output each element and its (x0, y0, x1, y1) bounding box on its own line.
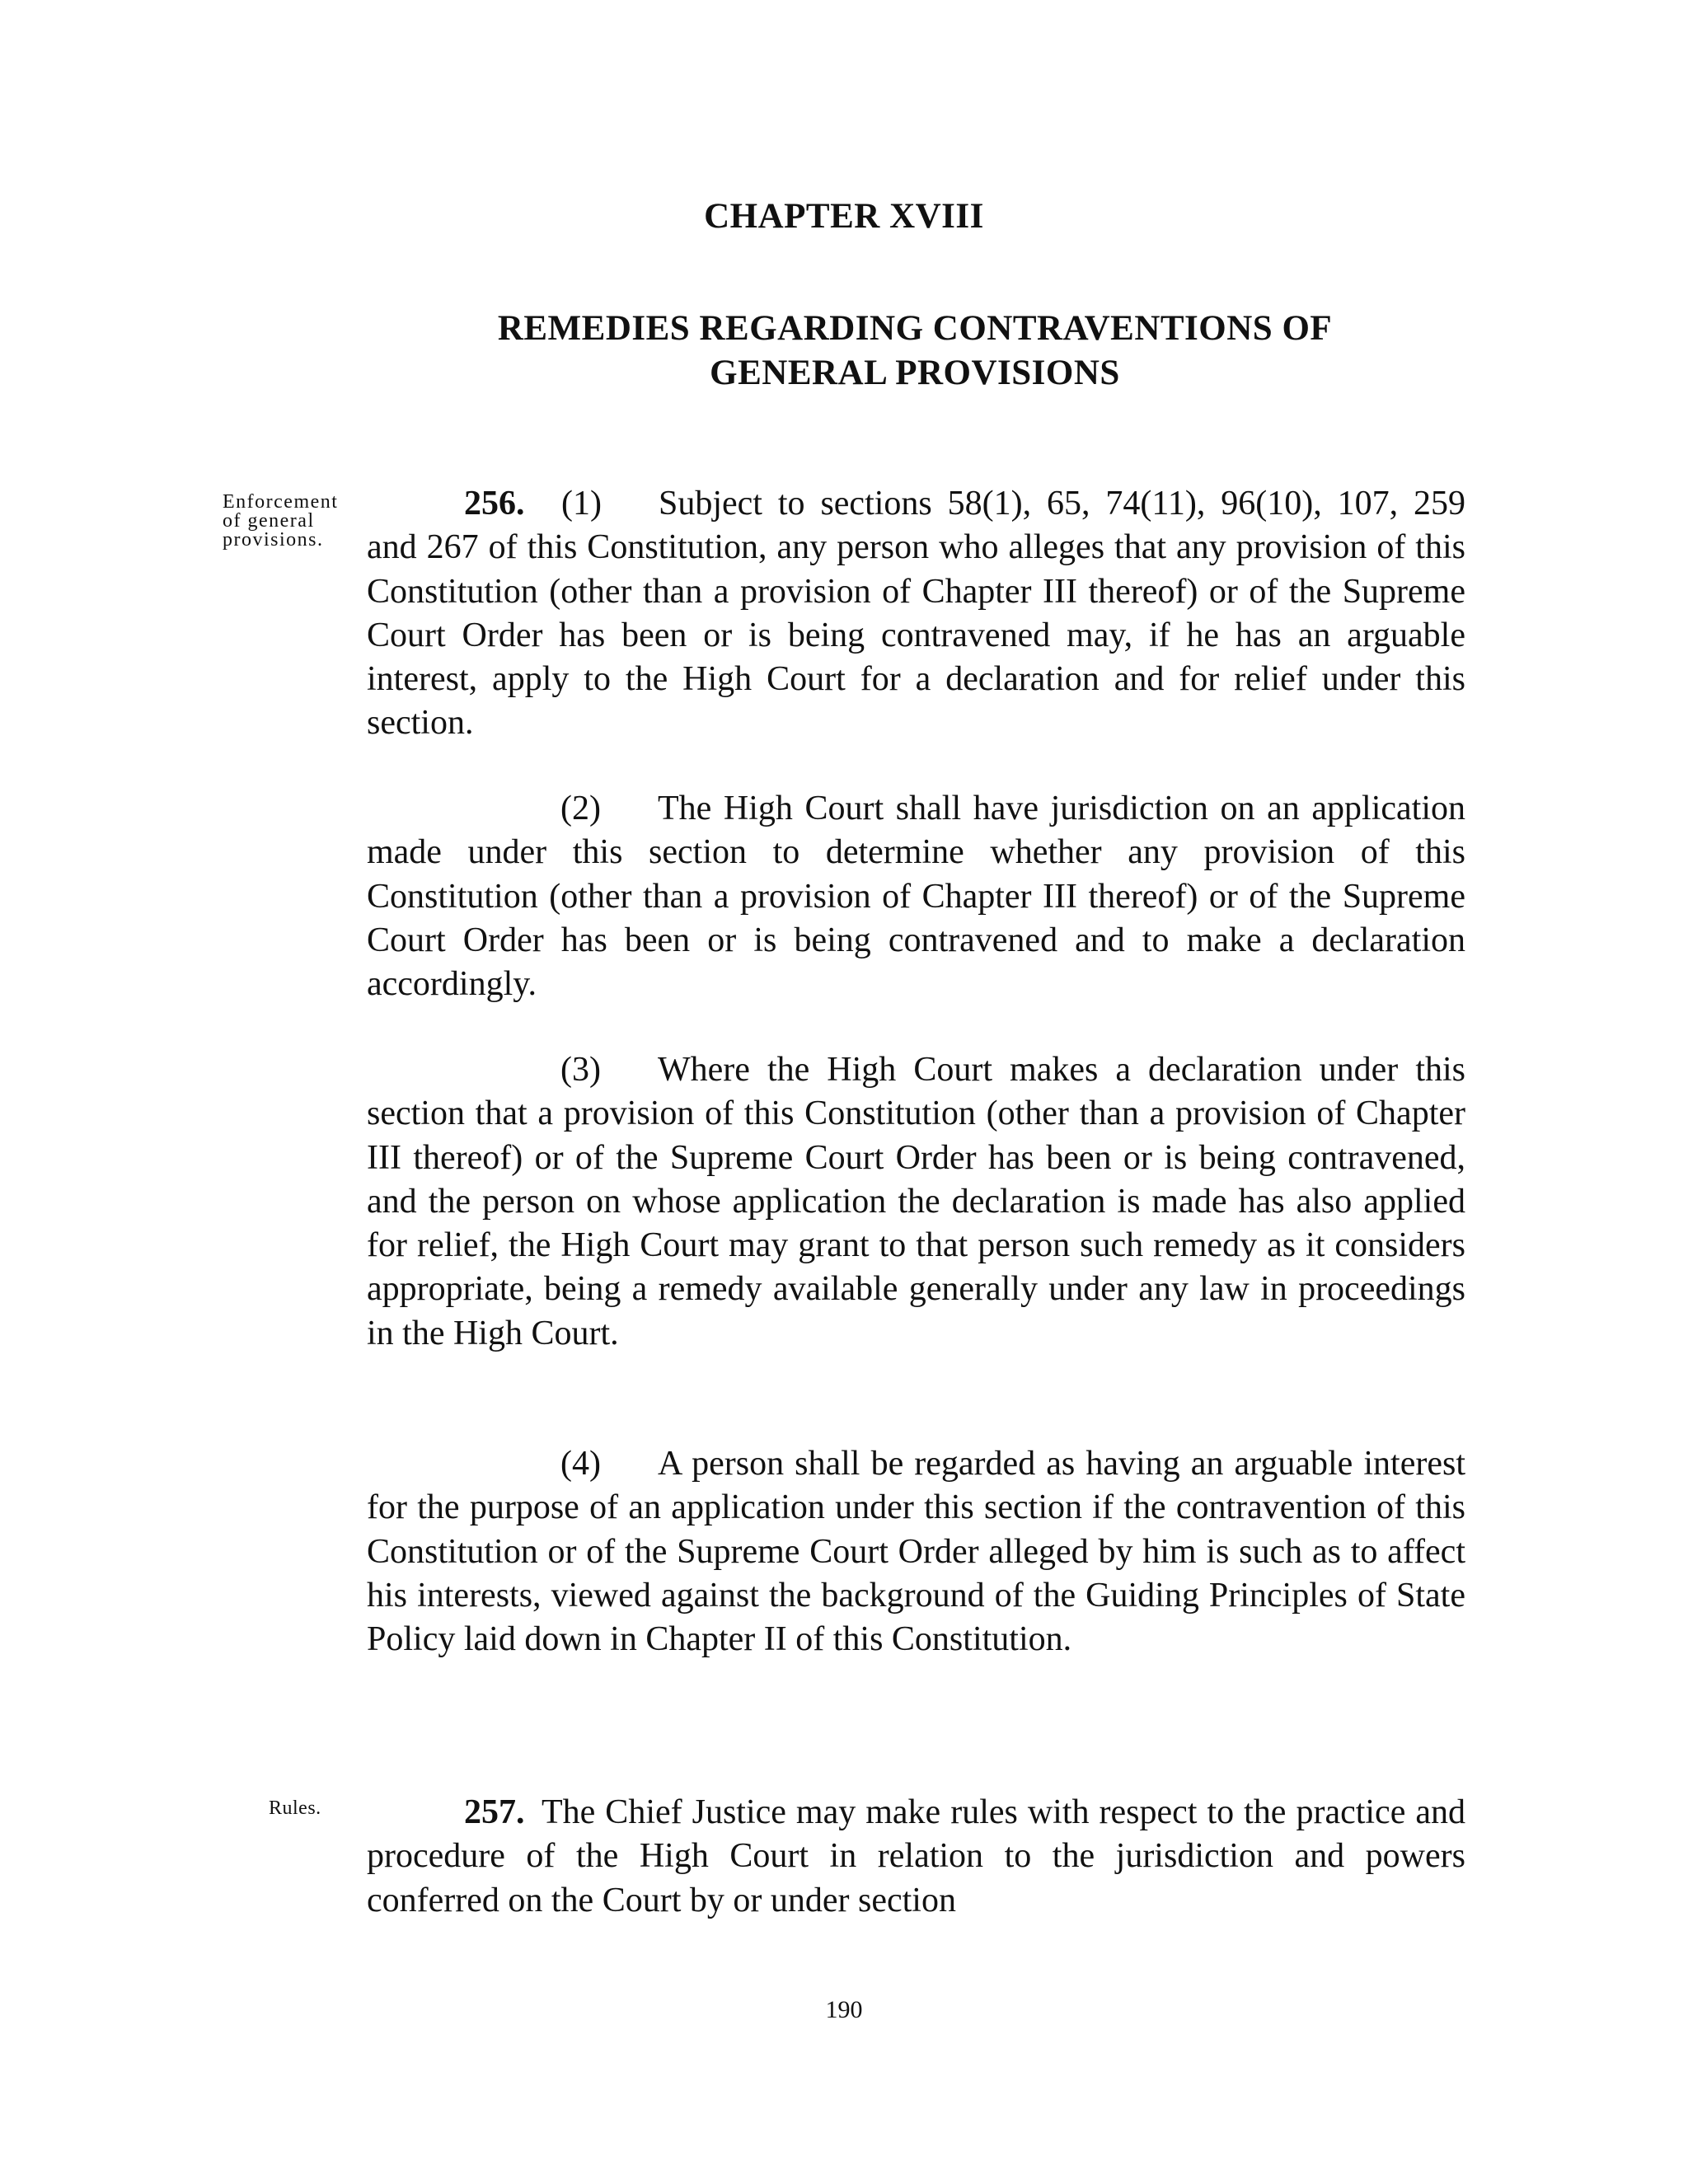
marginal-note-257 (269, 1799, 321, 1818)
section-256-subsection-3 (367, 1048, 1465, 1356)
subsection-label: (1) (561, 485, 602, 523)
section-256-subsection-1 (367, 482, 1465, 746)
page-number: 190 (825, 1996, 863, 2023)
subsection-text: Where the High Court makes a declaration under this section that a provision of this Constitution (other than a provision of Chapter III thereof) or of the Supreme Court Order has been or is being contravened, and the person on whose application the declaration is made has also applied for relief, the High Court may grant to that person such remedy as it considers appropriate, being a remedy available generally under any law in proceedings in the High Court. (367, 1051, 1465, 1352)
marginal-note-256 (223, 493, 338, 550)
section-256-subsection-2 (367, 787, 1465, 1006)
section-text: The Chief Justice may make rules with respect to the practice and procedure of the High Court in relation to the jurisdiction and powers conferred on the Court by or under section (367, 1793, 1465, 1919)
chapter-title: CHAPTER XVIII (704, 197, 984, 236)
subsection-text: The High Court shall have jurisdiction on an application made under this section to determine whether any provision of this Constitution (other than a provision of Chapter III thereof) or of the Supreme Court Order has been or is being contravened and to make a declaration accordingly. (367, 790, 1465, 1004)
section-257 (367, 1791, 1465, 1923)
chapter-heading (387, 307, 1442, 396)
subsection-label: (3) (560, 1051, 601, 1089)
subsection-text: Subject to sections 58(1), 65, 74(11), 96(10), 107, 259 and 267 of this Constitution, any person who alleges that any provision of this Constitution (other than a provision of Chapter III thereof) or of the Supreme Court Order has been or is being contravened may, if he has an arguable interest, apply to the High Court for a declaration and for relief under this section. (367, 485, 1465, 743)
chapter-heading-line-2: GENERAL PROVISIONS (710, 354, 1120, 392)
marginal-note-line: Rules. (269, 1797, 321, 1819)
subsection-text: A person shall be regarded as having an arguable interest for the purpose of an application under this section if the contravention of this Constitution or of the Supreme Court Order alleged by him is such as to affect his interests, viewed against the background of the Guiding Principles of State Policy laid down in Chapter II of this Constitution. (367, 1445, 1465, 1659)
subsection-label: (4) (560, 1445, 601, 1483)
section-number-256: 256. (464, 485, 525, 523)
marginal-note-line: Enforcement (223, 491, 339, 513)
subsection-label: (2) (560, 790, 601, 827)
marginal-note-line: provisions. (223, 529, 324, 551)
section-number-257: 257. (464, 1793, 525, 1831)
section-256-subsection-4 (367, 1442, 1465, 1661)
marginal-note-line: of general (223, 510, 315, 532)
chapter-heading-line-1: REMEDIES REGARDING CONTRAVENTIONS OF (497, 309, 1333, 348)
